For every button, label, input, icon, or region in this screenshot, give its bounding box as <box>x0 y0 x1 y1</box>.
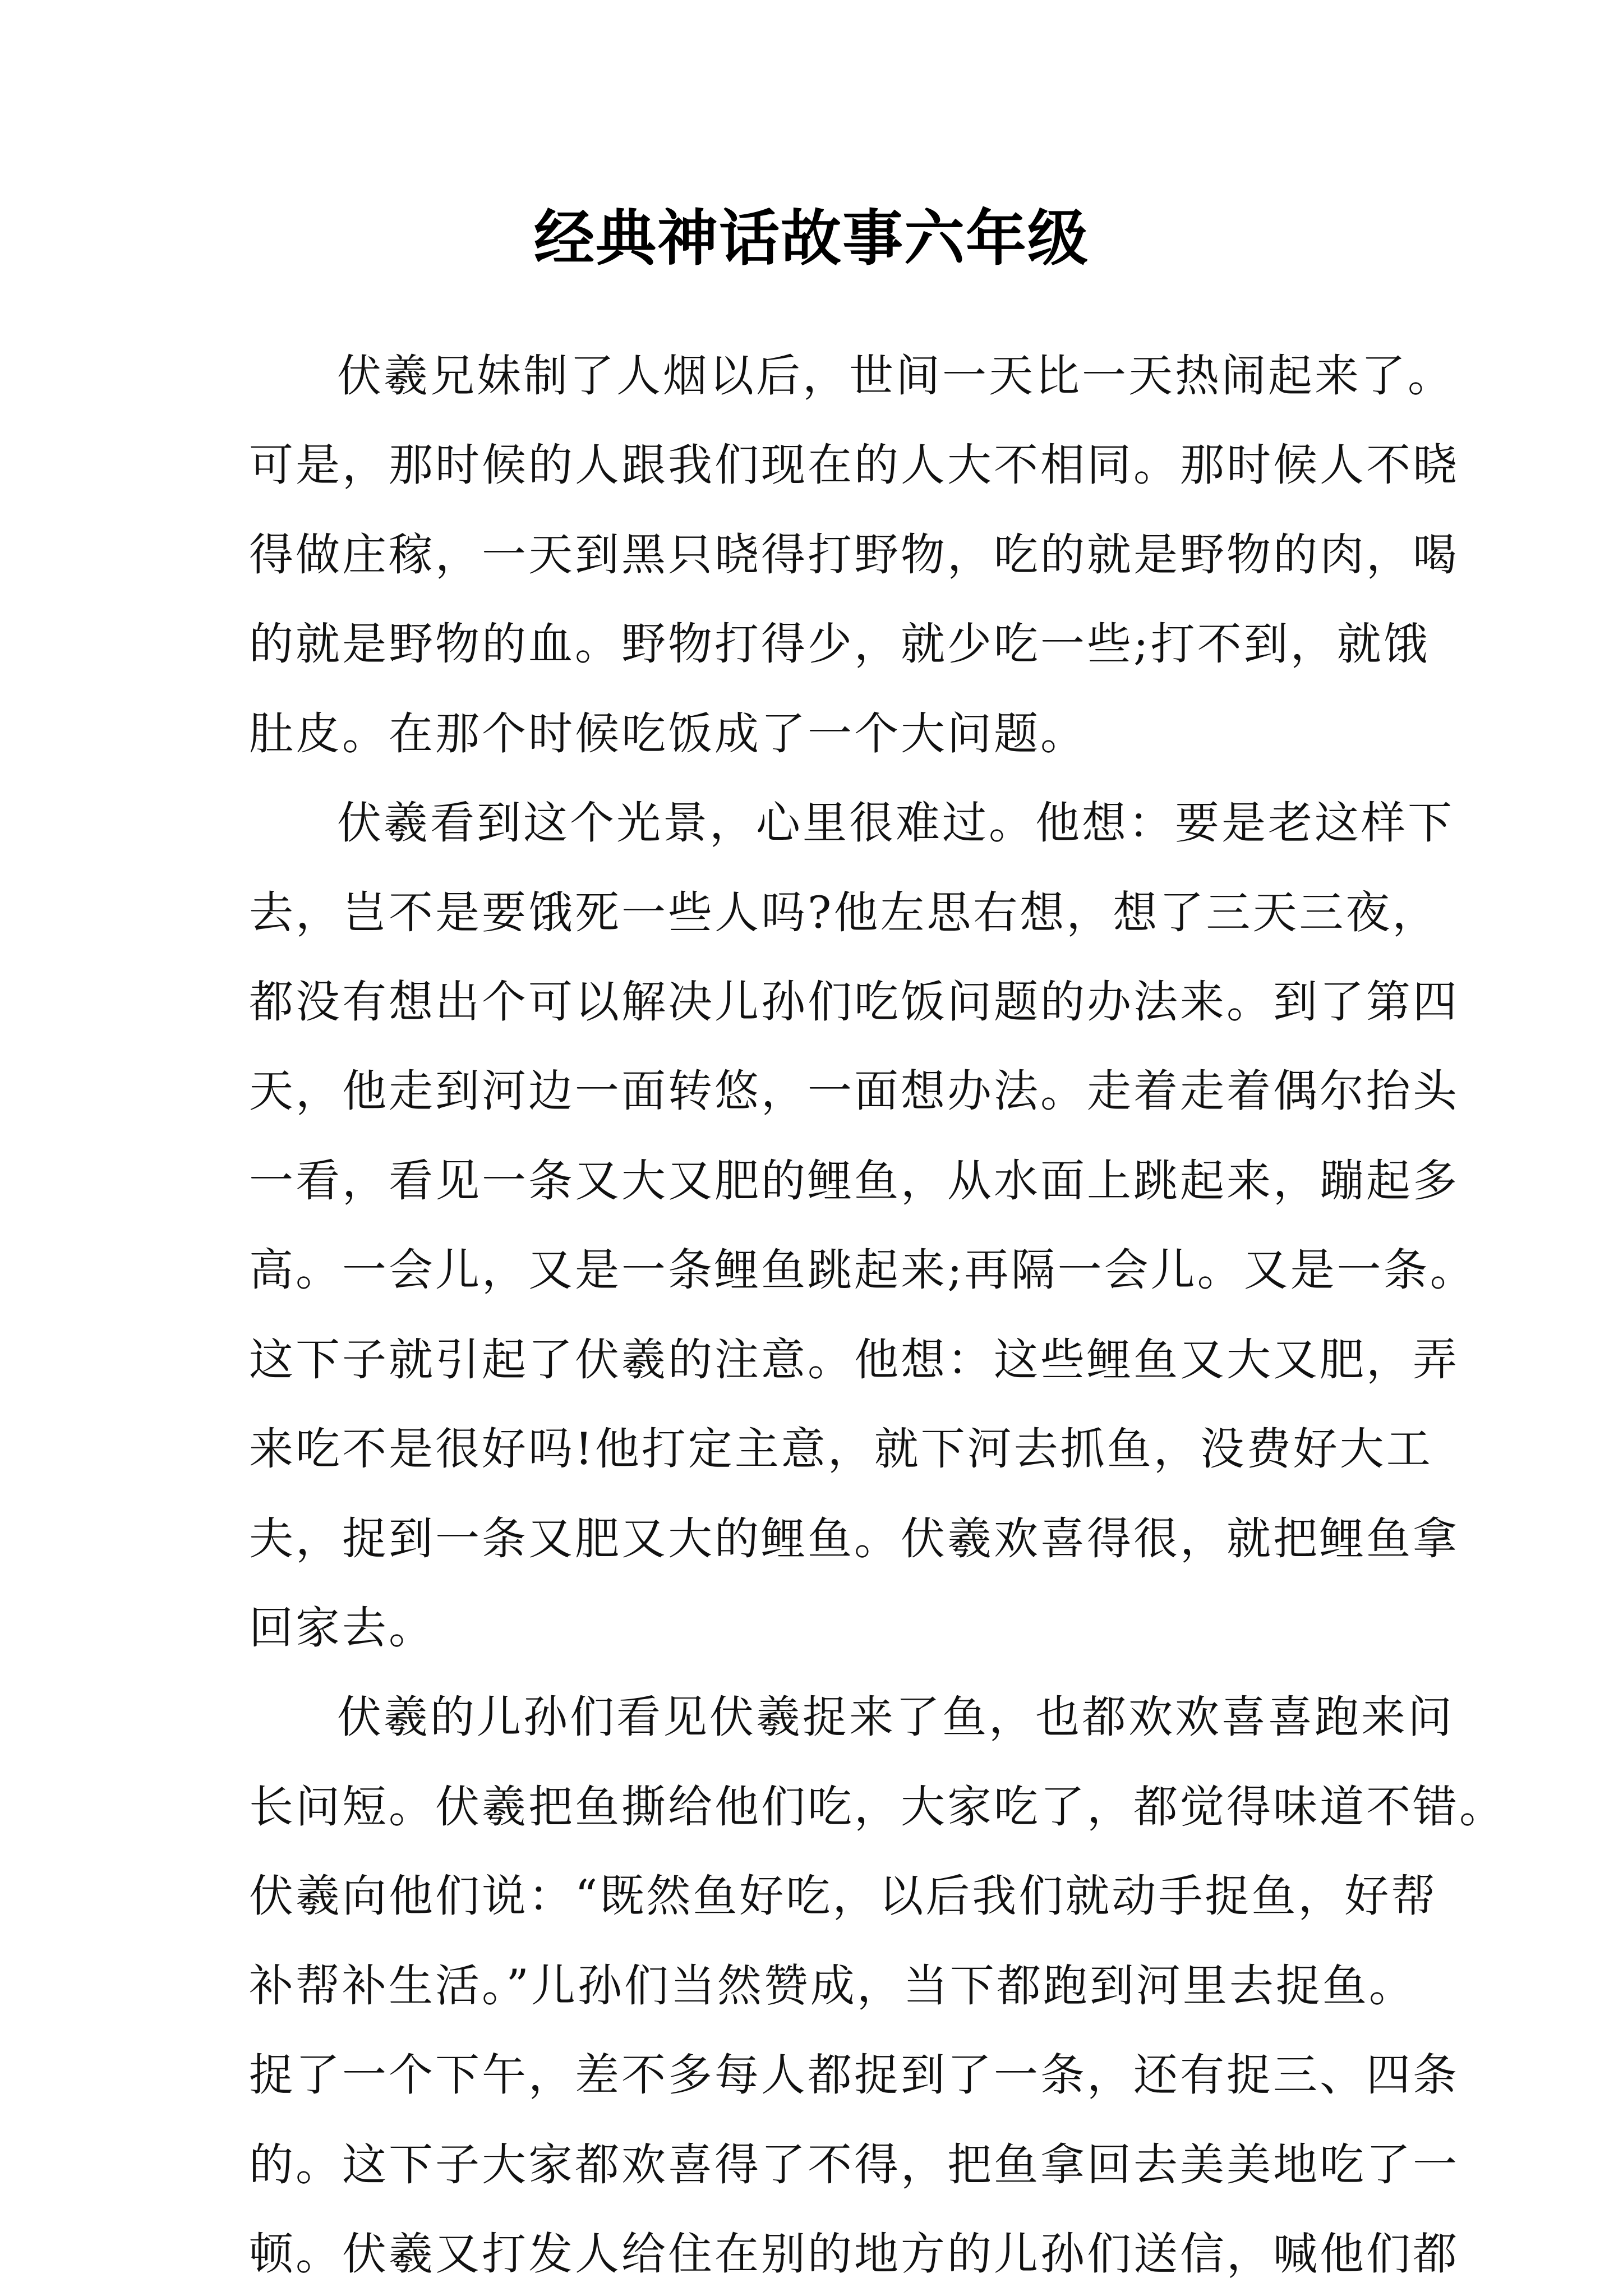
text-line: 都没有想出个可以解决儿孙们吃饭问题的办法来。到了第四 <box>249 976 1459 1028</box>
text-line: 夫，捉到一条又肥又大的鲤鱼。伏羲欢喜得很，就把鲤鱼拿 <box>249 1513 1459 1565</box>
text-line: 去，岂不是要饿死一些人吗?他左思右想，想了三天三夜， <box>249 887 1439 938</box>
text-line: 捉了一个下午，差不多每人都捉到了一条，还有捉三、四条 <box>249 2049 1459 2101</box>
text-line: 的。这下子大家都欢喜得了不得，把鱼拿回去美美地吃了一 <box>249 2139 1459 2191</box>
document-title: 经典神话故事六年级 <box>533 203 1089 274</box>
text-line: 来吃不是很好吗!他打定主意，就下河去抓鱼，没费好大工 <box>249 1423 1433 1475</box>
text-line: 一看，看见一条又大又肥的鲤鱼，从水面上跳起来，蹦起多 <box>249 1155 1459 1207</box>
text-line: 伏羲看到这个光景，心里很难过。他想：要是老这样下 <box>337 797 1454 849</box>
text-line: 天，他走到河边一面转悠，一面想办法。走着走着偶尔抬头 <box>249 1065 1459 1117</box>
text-line: 长问短。伏羲把鱼撕给他们吃，大家吃了，都觉得味道不错。 <box>249 1781 1506 1833</box>
text-line: 伏羲的儿孙们看见伏羲捉来了鱼，也都欢欢喜喜跑来问 <box>337 1691 1454 1743</box>
text-line: 补帮补生活。”儿孙们当然赞成，当下都跑到河里去捉鱼。 <box>249 1960 1415 2012</box>
text-line: 肚皮。在那个时候吃饭成了一个大问题。 <box>249 708 1087 760</box>
text-line: 的就是野物的血。野物打得少，就少吃一些;打不到，就饿 <box>249 618 1430 670</box>
text-line: 可是，那时候的人跟我们现在的人大不相同。那时候人不晓 <box>249 439 1459 491</box>
text-line: 得做庄稼，一天到黑只晓得打野物，吃的就是野物的肉，喝 <box>249 529 1459 581</box>
text-line: 伏羲向他们说：“既然鱼好吃，以后我们就动手捉鱼，好帮 <box>249 1870 1438 1922</box>
text-line: 这下子就引起了伏羲的注意。他想：这些鲤鱼又大又肥，弄 <box>249 1334 1459 1386</box>
text-line: 回家去。 <box>249 1602 435 1654</box>
text-line: 伏羲兄妹制了人烟以后，世间一天比一天热闹起来了。 <box>337 350 1454 402</box>
text-line: 高。一会儿，又是一条鲤鱼跳起来;再隔一会儿。又是一条。 <box>249 1244 1477 1296</box>
text-line: 顿。伏羲又打发人给住在别的地方的儿孙们送信，喊他们都 <box>249 2228 1459 2280</box>
